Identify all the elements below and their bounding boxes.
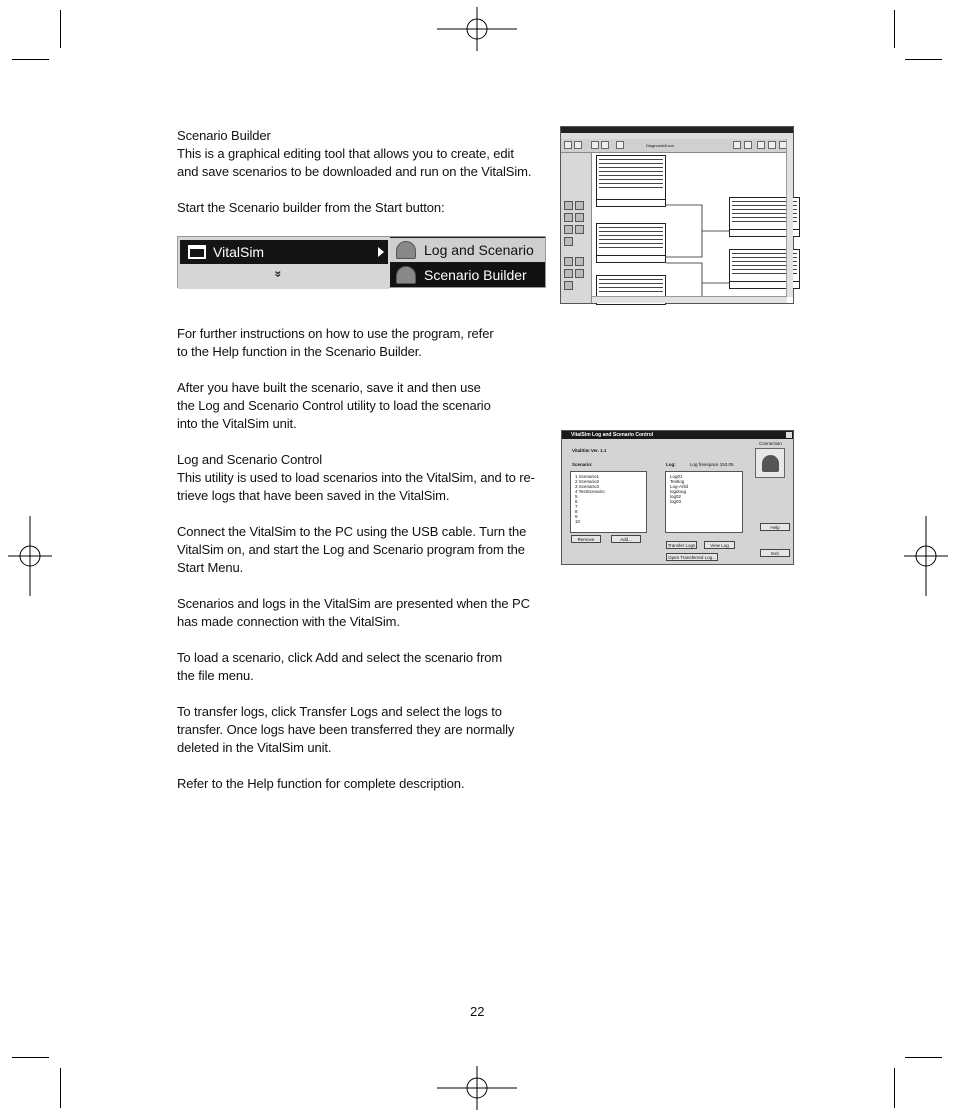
paragraph: After you have built the scenario, save it and then use the Log and Scenario Control utility to load the scenario into the VitalSim unit. [177, 380, 491, 431]
paragraph: To load a scenario, click Add and select the scenario from the file menu. [177, 650, 503, 683]
crop-mark [12, 59, 49, 60]
list-item[interactable]: 7 [575, 504, 578, 509]
start-menu-item-vitalsim[interactable]: VitalSim [180, 240, 388, 264]
remove-button[interactable]: Remove [571, 535, 601, 543]
file-name: Diagnostic8.scn [646, 143, 675, 148]
palette-tool-icon[interactable] [564, 281, 573, 290]
tool-icon[interactable] [733, 141, 741, 149]
vitalsim-device-icon [762, 455, 779, 472]
crop-mark [905, 1057, 942, 1058]
crop-mark [60, 1068, 61, 1108]
start-submenu [390, 237, 545, 287]
list-item[interactable]: log03 [670, 499, 682, 504]
list-item[interactable]: 6 [575, 499, 578, 504]
view-log-button[interactable]: View Log [704, 541, 735, 549]
start-menu-item-scenario-builder[interactable]: Scenario Builder [390, 263, 545, 287]
list-item[interactable]: 4 TestScenario [575, 489, 605, 494]
tool-icon[interactable] [601, 141, 609, 149]
paragraph: Connect the VitalSim to the PC using the USB cable. Turn the VitalSim on, and start the Log and Scenario program from the Start Menu. [177, 524, 527, 575]
log-freespace: Log freespace 153.05 [690, 462, 734, 467]
scenario-builder-screenshot [560, 126, 794, 304]
section-heading-scenario-builder: Scenario Builder [177, 128, 271, 143]
scenario-list[interactable] [570, 471, 647, 533]
paragraph: This is a graphical editing tool that allows you to create, edit and save scenarios to be downloaded and run on the VitalSim. [177, 146, 532, 179]
palette-tool-icon[interactable] [564, 257, 573, 266]
scenario-node[interactable] [596, 223, 666, 263]
log-scenario-control-screenshot [561, 430, 794, 565]
save-icon[interactable] [591, 141, 599, 149]
open-transferred-log-button[interactable]: Open Transferred Log... [666, 553, 718, 561]
list-item[interactable]: 5 [575, 494, 578, 499]
list-item[interactable]: 2 Scenario2 [575, 479, 600, 484]
palette-tool-icon[interactable] [575, 201, 584, 210]
list-item[interactable]: 8 [575, 509, 578, 514]
add-button[interactable]: Add... [611, 535, 641, 543]
palette-tool-icon[interactable] [564, 237, 573, 246]
crop-mark [894, 10, 895, 48]
vertical-scrollbar[interactable] [786, 139, 793, 297]
list-item[interactable]: Log01 [670, 474, 683, 479]
list-item[interactable]: log02 [670, 494, 682, 499]
list-item[interactable]: 3 Scenario3 [575, 484, 600, 489]
list-item[interactable]: logdoug [670, 489, 687, 494]
help-button[interactable]: Help [760, 523, 790, 531]
tool-icon[interactable] [768, 141, 776, 149]
palette-tool-icon[interactable] [575, 269, 584, 278]
paragraph: This utility is used to load scenarios into the VitalSim, and to re- trieve logs that have been saved in the VitalSim. [177, 470, 535, 503]
section-heading-log-control: Log and Scenario Control [177, 452, 323, 467]
folder-icon [188, 245, 206, 259]
list-item[interactable]: Testlog [670, 479, 685, 484]
palette-tool-icon[interactable] [564, 213, 573, 222]
crop-mark [60, 10, 61, 48]
palette-tool-icon[interactable] [564, 269, 573, 278]
palette-tool-icon[interactable] [564, 225, 573, 234]
crop-mark [905, 59, 942, 60]
list-item[interactable]: Log-Arild [670, 484, 689, 489]
open-file-icon[interactable] [574, 141, 582, 149]
body-text [177, 127, 545, 811]
registration-mark-icon [886, 516, 954, 596]
version-label: VitalSim Ver. 1.1 [572, 448, 607, 453]
log-label: Log: [666, 462, 676, 467]
scenario-label: Scenario: [572, 462, 593, 467]
vitalsim-app-icon [396, 241, 416, 259]
paragraph: Scenarios and logs in the VitalSim are presented when the PC has made connection with the VitalSim. [177, 596, 530, 629]
exit-button[interactable]: Exit [760, 549, 790, 557]
expand-more-icon[interactable]: » [271, 270, 286, 278]
tool-icon[interactable] [757, 141, 765, 149]
palette-tool-icon[interactable] [575, 213, 584, 222]
palette-tool-icon[interactable] [564, 201, 573, 210]
list-item[interactable]: 1 Scenario1 [575, 474, 600, 479]
vitalsim-app-icon [396, 266, 416, 284]
paragraph: Start the Scenario builder from the Start button: [177, 200, 445, 215]
start-menu-item-log-and-scenario[interactable]: Log and Scenario [390, 238, 545, 262]
crop-mark [894, 1068, 895, 1108]
horizontal-scrollbar[interactable] [592, 296, 787, 303]
new-file-icon[interactable] [564, 141, 572, 149]
registration-mark-icon [437, 0, 517, 69]
list-item[interactable]: 9 [575, 514, 578, 519]
close-icon[interactable] [786, 432, 792, 438]
page-number: 22 [470, 1004, 485, 1019]
window-titlebar: VitalSim Log and Scenario Control [562, 431, 793, 439]
scenario-node[interactable] [596, 155, 666, 207]
start-menu-programs [178, 237, 389, 289]
log-list[interactable] [665, 471, 743, 533]
connection-label: Connection [759, 441, 782, 446]
scenario-canvas[interactable] [592, 153, 786, 297]
paragraph: For further instructions on how to use the program, refer to the Help function in the Scenario Builder. [177, 326, 494, 359]
paragraph: Refer to the Help function for complete description. [177, 776, 465, 791]
connection-status [755, 448, 785, 478]
tool-palette [561, 153, 592, 303]
tool-icon[interactable] [616, 141, 624, 149]
start-menu-screenshot [177, 236, 546, 288]
toolbar [561, 139, 793, 153]
transfer-logs-button[interactable]: Transfer Logs [667, 543, 696, 548]
list-item[interactable]: 10 [575, 519, 581, 524]
palette-tool-icon[interactable] [575, 225, 584, 234]
crop-mark [12, 1057, 49, 1058]
registration-mark-icon [0, 516, 70, 596]
registration-mark-icon [437, 1048, 517, 1117]
palette-tool-icon[interactable] [575, 257, 584, 266]
submenu-arrow-icon [378, 247, 384, 257]
tool-icon[interactable] [744, 141, 752, 149]
paragraph: To transfer logs, click Transfer Logs and select the logs to transfer. Once logs have been transferred they are normally deleted in the VitalSim unit. [177, 704, 515, 755]
